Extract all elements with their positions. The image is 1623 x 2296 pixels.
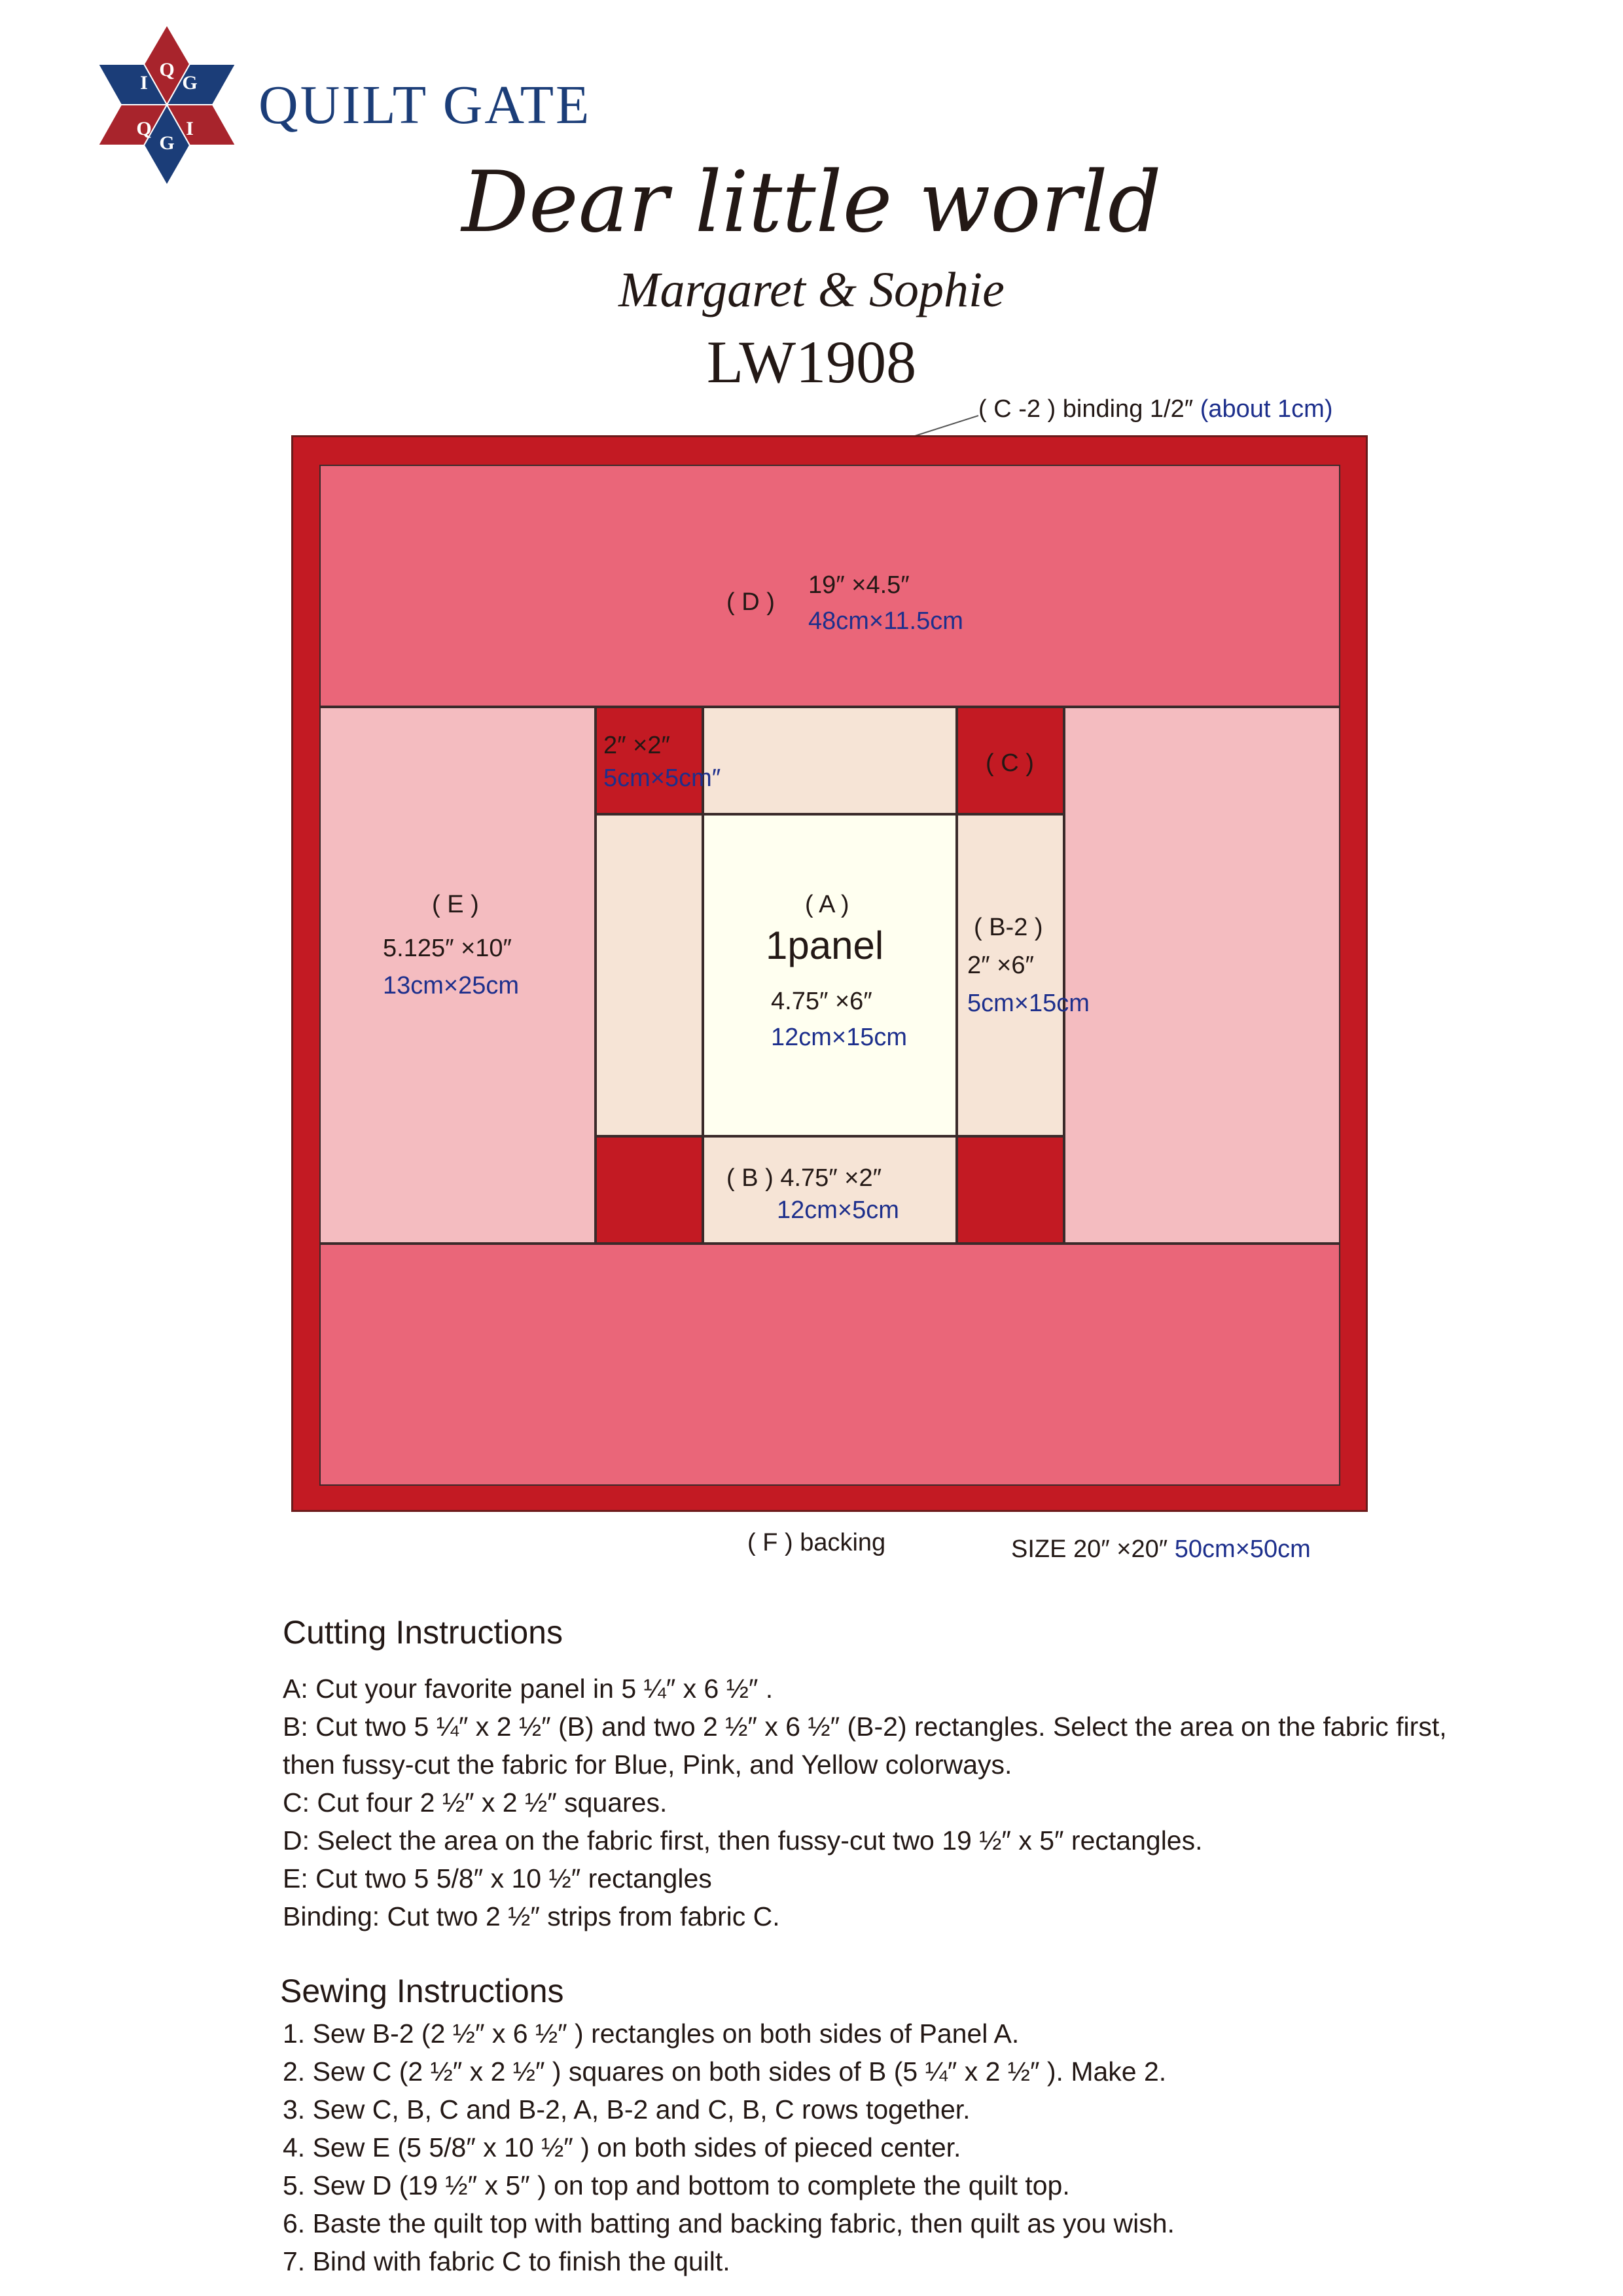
- label-c-imperial: 2″ ×2″: [603, 732, 670, 759]
- label-a-panel: 1panel: [766, 924, 884, 967]
- sewing-step: 3. Sew C, B, C and B-2, A, B-2 and C, B, C rows together.: [283, 2094, 971, 2125]
- label-e-name: ( E ): [432, 891, 479, 918]
- pattern-title: Dear little world: [461, 154, 1162, 251]
- block-b2-left: [596, 814, 703, 1136]
- logo-letter-5: G: [159, 132, 175, 154]
- binding-label: ( C -2 ) binding 1/2″ (about 1cm): [978, 395, 1333, 423]
- label-d-name: ( D ): [726, 588, 775, 616]
- label-b2-metric: 5cm×15cm: [967, 990, 1090, 1017]
- cutting-line: D: Select the area on the fabric first, then fussy-cut two 19 ½″ x 5″ rectangles.: [283, 1825, 1203, 1856]
- brand-name: QUILT GATE: [259, 75, 592, 135]
- cutting-heading: Cutting Instructions: [283, 1614, 563, 1651]
- block-c-bottom-right: [957, 1136, 1064, 1244]
- label-a-name: ( A ): [805, 891, 849, 918]
- block-c-bottom-left: [596, 1136, 703, 1244]
- label-b-name: ( B ) 4.75″ ×2″: [726, 1164, 882, 1192]
- label-size: SIZE 20″ ×20″ 50cm×50cm: [1011, 1535, 1311, 1563]
- label-b2-imperial: 2″ ×6″: [967, 952, 1034, 979]
- cutting-line: C: Cut four 2 ½″ x 2 ½″ squares.: [283, 1787, 668, 1818]
- logo-letter-4: I: [186, 118, 194, 139]
- sewing-step: 6. Baste the quilt top with batting and backing fabric, then quilt as you wish.: [283, 2208, 1175, 2238]
- pattern-code: LW1908: [706, 329, 917, 395]
- cutting-line: Binding: Cut two 2 ½″ strips from fabric C.: [283, 1901, 780, 1931]
- label-a-metric: 12cm×15cm: [771, 1024, 908, 1051]
- label-c-metric: 5cm×5cm″: [603, 764, 721, 792]
- cutting-line: A: Cut your favorite panel in 5 ¼″ x 6 ½″ .: [283, 1674, 774, 1704]
- label-backing: ( F ) backing: [747, 1529, 886, 1556]
- block-a-panel: [703, 814, 957, 1136]
- cutting-line: B: Cut two 5 ¼″ x 2 ½″ (B) and two 2 ½″ x 6 ½″ (B-2) rectangles. Select the area on the fabric first,: [283, 1712, 1447, 1742]
- logo-letter-6: Q: [136, 118, 152, 139]
- label-d-metric: 48cm×11.5cm: [808, 607, 963, 635]
- label-e-metric: 13cm×25cm: [383, 972, 520, 999]
- logo-letter-3: G: [182, 72, 198, 94]
- sewing-heading: Sewing Instructions: [280, 1973, 564, 2009]
- cutting-line: then fussy-cut the fabric for Blue, Pink, and Yellow colorways.: [283, 1749, 1012, 1780]
- label-b-metric: 12cm×5cm: [777, 1196, 899, 1224]
- label-a-imperial: 4.75″ ×6″: [771, 988, 872, 1015]
- label-e-imperial: 5.125″ ×10″: [383, 935, 512, 962]
- sewing-step: 2. Sew C (2 ½″ x 2 ½″ ) squares on both sides of B (5 ¼″ x 2 ½″ ). Make 2.: [283, 2056, 1167, 2087]
- cutting-line: E: Cut two 5 5/8″ x 10 ½″ rectangles: [283, 1863, 712, 1893]
- sewing-step: 4. Sew E (5 5/8″ x 10 ½″ ) on both sides of pieced center.: [283, 2132, 961, 2162]
- sewing-list: [283, 2018, 1175, 2284]
- label-c-name: ( C ): [986, 749, 1034, 777]
- label-d-imperial: 19″ ×4.5″: [808, 571, 910, 599]
- block-d-bottom: [319, 1244, 1340, 1486]
- sewing-step: 1. Sew B-2 (2 ½″ x 6 ½″ ) rectangles on both sides of Panel A.: [283, 2018, 1020, 2049]
- block-b-top: [703, 707, 957, 814]
- label-b2-name: ( B-2 ): [974, 914, 1043, 941]
- sewing-step: 7. Bind with fabric C to finish the quilt.: [283, 2246, 730, 2276]
- sewing-step: 5. Sew D (19 ½″ x 5″ ) on top and bottom to complete the quilt top.: [283, 2170, 1070, 2200]
- logo-letter-2: Q: [159, 59, 175, 81]
- logo-letter-1: I: [140, 72, 148, 94]
- cutting-list: [283, 1673, 1447, 1939]
- block-e-right: [1064, 707, 1340, 1244]
- pattern-subtitle: Margaret & Sophie: [618, 262, 1005, 317]
